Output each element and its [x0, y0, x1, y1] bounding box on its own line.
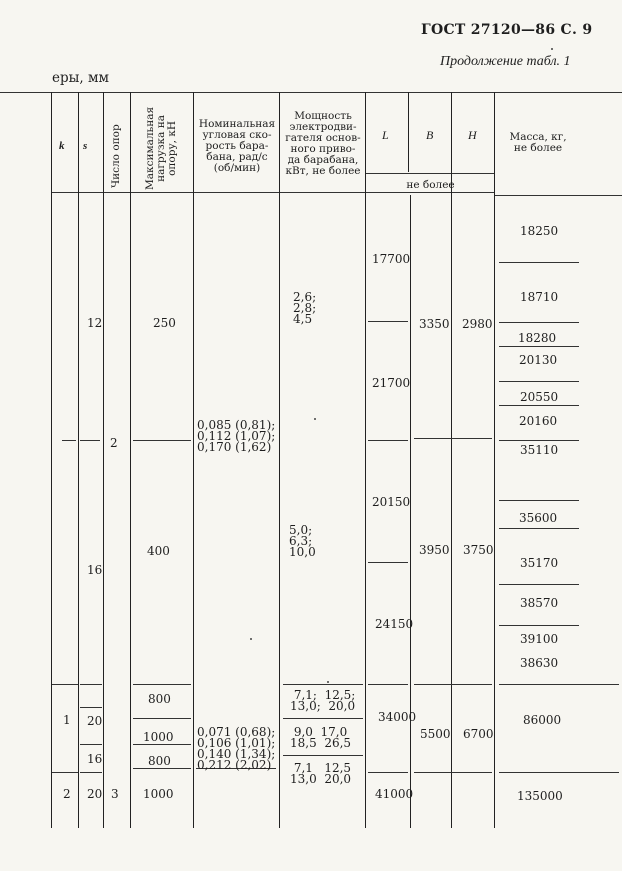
L-value: 24150	[375, 617, 414, 631]
row-rule	[499, 772, 619, 773]
table-top-rule	[0, 92, 622, 93]
mass-value: 20130	[519, 353, 558, 367]
mass-rule	[499, 528, 579, 529]
power-value: 5,0; 6,3; 10,0	[289, 523, 316, 559]
row-rule	[52, 772, 78, 773]
mass-value: 86000	[523, 713, 562, 727]
col-line-speed	[279, 92, 280, 828]
L-value: 17700	[372, 252, 411, 266]
B-value: 5500	[420, 727, 451, 741]
row-rule	[80, 744, 102, 745]
col-line-load	[193, 92, 194, 828]
supports-value: 2	[110, 436, 118, 450]
col-line-k	[78, 92, 79, 828]
standard-number: ГОСТ 27120—86 С. 9	[421, 22, 593, 38]
col-line-left	[51, 92, 52, 828]
power-value: 7,1; 12,5; 13,0; 20,0	[290, 688, 356, 713]
mass-value: 35110	[520, 443, 559, 457]
k-value: 1	[63, 713, 71, 727]
col-line-supports	[130, 92, 131, 828]
load-value: 250	[153, 316, 176, 330]
supports-value: 3	[111, 787, 119, 801]
L-value: 34000	[378, 710, 417, 724]
B-value: 3350	[419, 317, 450, 331]
continuation-label: Продолжение табл. 1	[440, 54, 571, 69]
row-rule	[52, 684, 78, 685]
load-value: 800	[148, 754, 171, 768]
row-rule	[133, 768, 191, 769]
mass-value: 135000	[517, 789, 563, 803]
mass-rule	[499, 262, 579, 263]
H-value: 3750	[463, 543, 494, 557]
header-supports: Число опор	[110, 124, 122, 188]
col-line-B	[451, 92, 452, 828]
mass-rule	[499, 625, 579, 626]
row-rule	[80, 440, 100, 441]
mass-rule	[499, 381, 579, 382]
load-value: 1000	[143, 787, 174, 801]
header-not-more: не более	[406, 179, 455, 191]
row-rule	[80, 684, 102, 685]
header-k: k	[59, 140, 65, 152]
header-L: L	[382, 128, 389, 142]
row-rule	[368, 772, 408, 773]
mass-rule	[499, 346, 579, 347]
mass-value: 39100	[520, 632, 559, 646]
B-value: 3950	[419, 543, 450, 557]
row-rule	[368, 440, 408, 441]
mass-value: 38630	[520, 656, 559, 670]
row-rule	[368, 562, 408, 563]
row-rule	[499, 684, 619, 685]
speed-value: 0,085 (0,81); 0,112 (1,07); 0,170 (1,62)	[197, 418, 276, 454]
header-mass: Масса, кг, не более	[509, 131, 567, 154]
row-rule	[283, 718, 363, 719]
col-line-H	[494, 92, 495, 828]
header-s: s	[83, 140, 88, 152]
row-rule	[414, 684, 492, 685]
mass-rule	[499, 500, 579, 501]
s-value: 12	[87, 316, 103, 330]
H-value: 2980	[462, 317, 493, 331]
header-bottom-rule	[52, 192, 495, 193]
col-line-L-body	[410, 195, 411, 828]
mass-value: 35170	[520, 556, 559, 570]
header-power: Мощность электродви- гателя основ- ного приво- да барабана, кВт, не более	[285, 110, 361, 177]
power-value: 2,6; 2,8; 4,5	[293, 290, 317, 326]
load-value: 1000	[143, 730, 174, 744]
col-line-s	[103, 92, 104, 828]
k-value: 2	[63, 787, 71, 801]
row-rule	[133, 744, 191, 745]
row-rule	[62, 440, 76, 441]
mass-value: 38570	[520, 596, 559, 610]
row-rule	[133, 718, 191, 719]
H-value: 6700	[463, 727, 494, 741]
row-rule	[283, 755, 363, 756]
L-value: 20150	[372, 495, 411, 509]
col-line-L	[408, 92, 409, 172]
s-value: 16	[87, 563, 103, 577]
mass-value: 20550	[520, 390, 559, 404]
print-speck	[327, 681, 329, 683]
header-max-load: Максимальная нагрузка на опору, кН	[144, 106, 178, 190]
header-H: H	[468, 128, 477, 142]
row-rule	[368, 321, 408, 322]
row-rule	[414, 772, 492, 773]
mass-rule	[499, 584, 579, 585]
s-value: 20	[87, 787, 103, 801]
mass-rule	[499, 322, 579, 323]
print-speck	[250, 638, 252, 640]
row-rule	[80, 707, 102, 708]
print-speck	[551, 48, 553, 50]
row-rule	[133, 684, 191, 685]
load-value: 400	[147, 544, 170, 558]
s-value: 20	[87, 714, 103, 728]
not-more-rule	[366, 173, 495, 174]
header-bottom-rule-mass	[495, 195, 622, 196]
header-speed: Номинальная угловая ско- рость бара- бана, рад/с (об/мин)	[198, 118, 276, 174]
row-rule	[368, 684, 408, 685]
load-value: 800	[148, 692, 171, 706]
mass-value: 18250	[520, 224, 559, 238]
power-value: 9,0 17,0 18,5 26,5	[290, 725, 352, 750]
row-rule	[80, 772, 102, 773]
L-value: 21700	[372, 376, 411, 390]
header-B: B	[426, 128, 434, 142]
mass-rule	[499, 440, 579, 441]
mass-value: 18280	[518, 331, 557, 345]
s-value: 16	[87, 752, 103, 766]
col-line-power	[365, 92, 366, 828]
power-value: 7,1 12,5 13,0 20,0	[290, 761, 352, 786]
speed-value: 0,071 (0,68); 0,106 (1,01); 0,140 (1,34); 0,212 (2,02)	[197, 725, 276, 772]
print-speck	[314, 418, 316, 420]
partial-caption: еры, мм	[52, 70, 109, 86]
L-value: 41000	[375, 787, 414, 801]
mass-value: 20160	[519, 414, 558, 428]
mass-value: 35600	[519, 511, 558, 525]
row-rule	[414, 438, 492, 439]
mass-rule	[499, 405, 579, 406]
row-rule	[133, 440, 191, 441]
row-rule	[283, 684, 363, 685]
mass-value: 18710	[520, 290, 559, 304]
